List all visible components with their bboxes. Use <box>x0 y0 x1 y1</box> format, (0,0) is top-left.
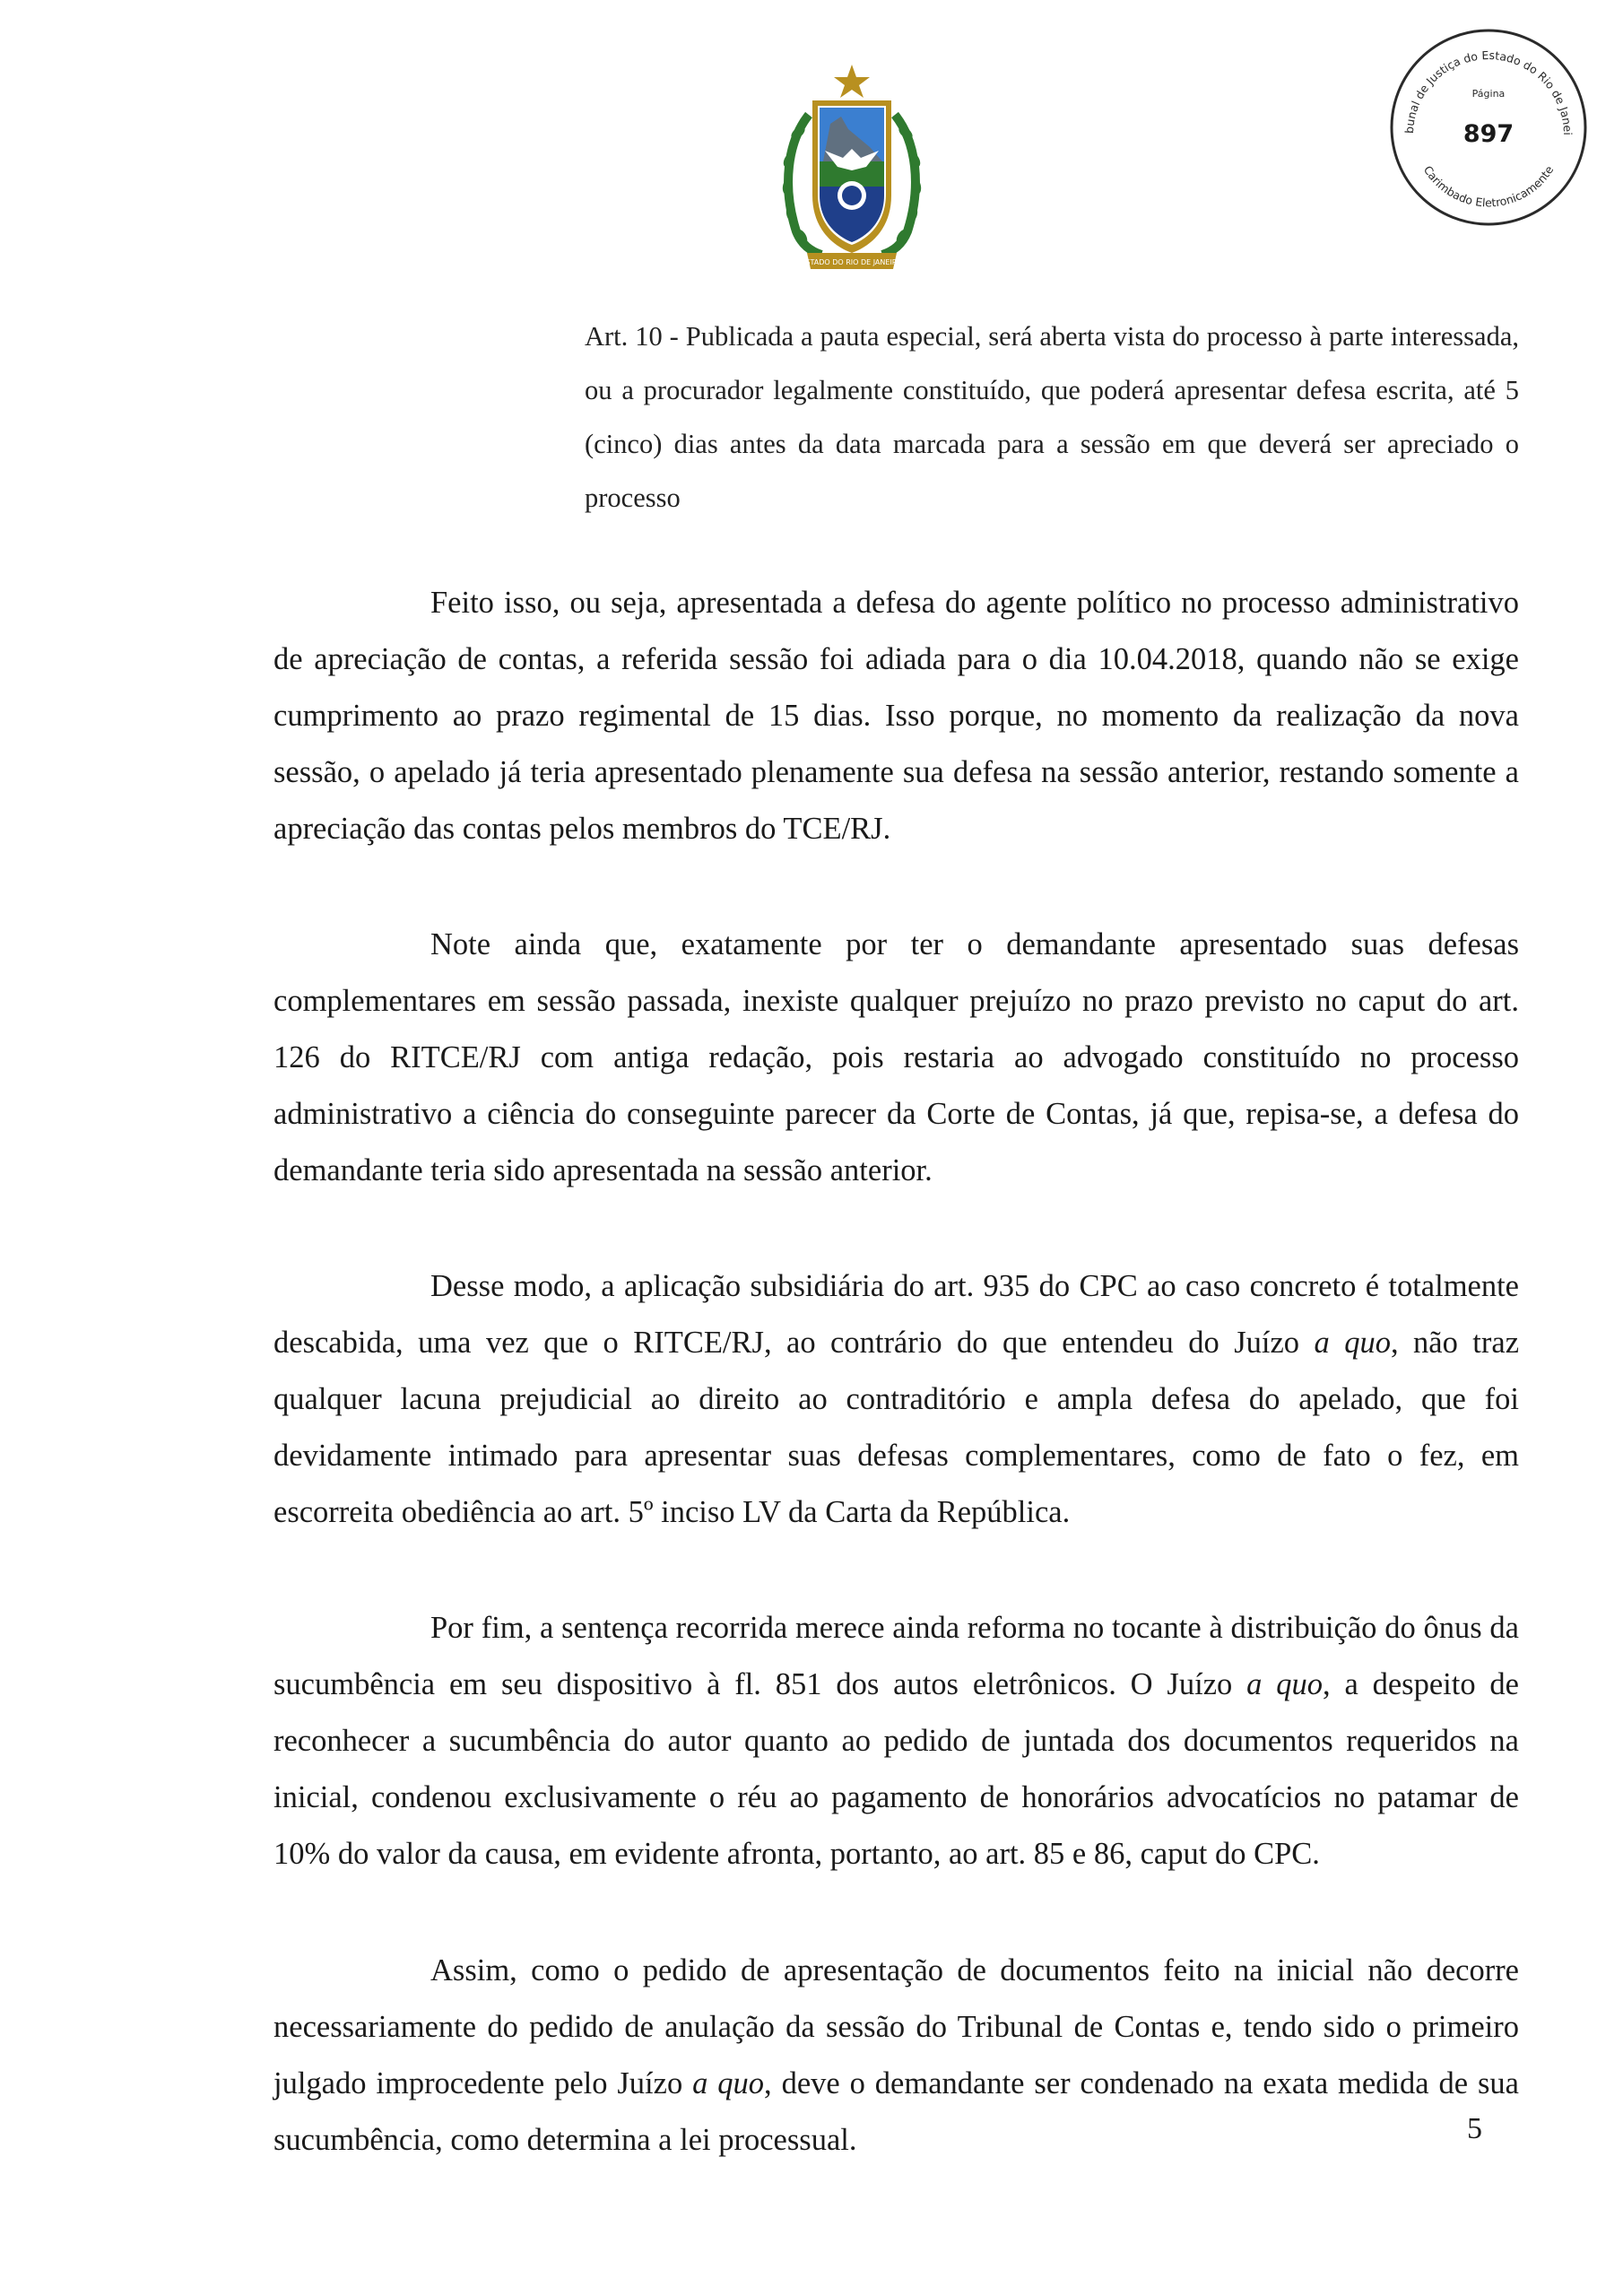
quoted-article: Art. 10 - Publicada a pauta especial, será aberta vista do processo à parte interessada, ou a procurador legalmente constituído, que poderá apresentar defesa escrita, até 5 (cinco) dias antes da data marcada para a sessão em que deverá ser apreciado o processo <box>585 321 1519 513</box>
stamp-page-number: 897 <box>1462 120 1515 148</box>
latin-term: a quo <box>1314 1326 1391 1360</box>
paragraph-text: , não traz qualquer lacuna prejudicial ao direito ao contraditório e ampla defesa do apelado, que foi devidamente intimado para apresentar suas defesas complementares, como de fato o fez, em escorreita obediência ao art. 5º inciso LV da Carta da República. <box>273 1326 1520 1529</box>
body-paragraph <box>273 1600 1519 1883</box>
stamp-label: Página <box>1471 88 1506 100</box>
paragraph-text: Desse modo, a aplicação subsidiária do art. 935 do CPC ao caso concreto é totalmente descabida, uma vez que o RITCE/RJ, ao contrário do que entendeu do Juízo <box>273 1269 1519 1360</box>
latin-term: a quo <box>1246 1667 1323 1701</box>
latin-term: a quo <box>692 2066 765 2100</box>
page-number: 5 <box>1467 2112 1482 2145</box>
body-paragraph <box>273 1943 1519 2169</box>
paragraph-text: Por fim, a sentença recorrida merece ainda reforma no tocante à distribuição do ônus da sucumbência em seu dispositivo à fl. 851 dos autos eletrônicos. O Juízo <box>273 1611 1519 1701</box>
stamp-arc-bottom: Carimbado Eletronicamente <box>1420 163 1557 210</box>
svg-text:ESTADO DO RIO DE JANEIRO: ESTADO DO RIO DE JANEIRO <box>801 258 903 266</box>
state-coat-of-arms-icon <box>771 61 933 280</box>
paragraph-text: , deve o demandante ser condenado na exata medida de sua sucumbência, como determina a lei processual. <box>273 2066 1519 2157</box>
stamp-arc-top: bunal de Justiça do Estado do Rio de Janei <box>1402 48 1575 135</box>
paragraph-text: Assim, como o pedido de apresentação de documentos feito na inicial não decorre necessariamente do pedido de anulação da sessão do Tribunal de Contas e, tendo sido o primeiro julgado improcedente pelo Juízo <box>273 1953 1519 2100</box>
body-paragraph: Feito isso, ou seja, apresentada a defesa do agente político no processo administrativo de apreciação de contas, a referida sessão foi adiada para o dia 10.04.2018, quando não se exige cumprimento ao prazo regimental de 15 dias. Isso porque, no momento da realização da nova sessão, o apelado já teria apresentado plenamente sua defesa na sessão anterior, restando somente a apreciação das contas pelos membros do TCE/RJ. <box>273 586 1519 846</box>
electronic-stamp <box>1381 20 1596 235</box>
paragraph-text: , a despeito de reconhecer a sucumbência do autor quanto ao pedido de juntada dos documentos requeridos na inicial, condenou exclusivamente o réu ao pagamento de honorários advocatícios no patamar de 10% do valor da causa, em evidente afronta, portanto, ao art. 85 e 86, caput do CPC. <box>273 1667 1519 1871</box>
body-paragraph: Note ainda que, exatamente por ter o demandante apresentado suas defesas complementares em sessão passada, inexiste qualquer prejuízo no prazo previsto no caput do art. 126 do RITCE/RJ com antiga redação, pois restaria ao advogado constituído no processo administrativo a ciência do conseguinte parecer da Corte de Contas, já que, repisa-se, a defesa do demandante teria sido apresentada na sessão anterior. <box>273 927 1519 1187</box>
body-paragraph <box>273 1258 1519 1541</box>
